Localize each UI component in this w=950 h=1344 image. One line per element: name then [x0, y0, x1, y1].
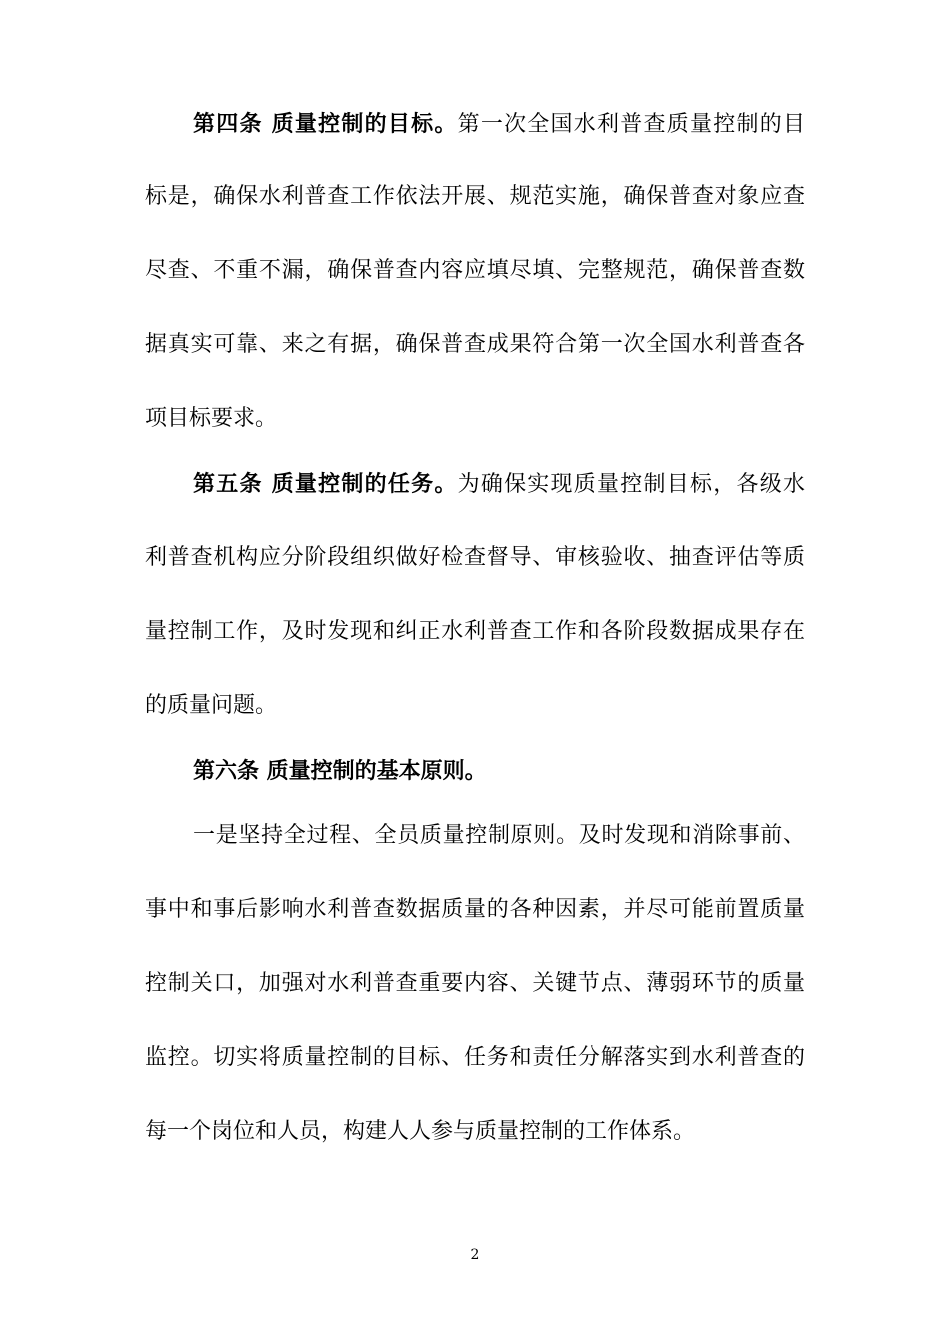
- paragraph-line: 的质量问题。: [145, 693, 278, 718]
- paragraph-line: 据真实可靠、来之有据，确保普查成果符合第一次全国水利普查各: [145, 332, 805, 357]
- paragraph-text: 为确保实现质量控制目标，各级水: [457, 472, 805, 497]
- paragraph-line: 项目标要求。: [145, 406, 278, 431]
- paragraph-line: 事中和事后影响水利普查数据质量的各种因素，并尽可能前置质量: [145, 897, 805, 922]
- article-heading: 第五条 质量控制的任务。: [193, 471, 458, 497]
- paragraph-line: 监控。切实将质量控制的目标、任务和责任分解落实到水利普查的: [145, 1045, 805, 1070]
- article-heading: 第六条 质量控制的基本原则。: [193, 758, 487, 784]
- paragraph-line: 标是，确保水利普查工作依法开展、规范实施，确保普查对象应查: [145, 184, 805, 209]
- article-heading: 第四条 质量控制的目标。: [193, 111, 458, 137]
- paragraph-line: 每一个岗位和人员，构建人人参与质量控制的工作体系。: [145, 1119, 696, 1144]
- page-number: 2: [470, 1247, 480, 1263]
- paragraph-line: 控制关口，加强对水利普查重要内容、关键节点、薄弱环节的质量: [145, 971, 805, 996]
- paragraph-line: 量控制工作，及时发现和纠正水利普查工作和各阶段数据成果存在: [145, 619, 805, 644]
- paragraph-line: [193, 109, 805, 140]
- paragraph-line: [193, 469, 805, 500]
- paragraph-text: 第一次全国水利普查质量控制的目: [457, 112, 805, 137]
- paragraph-line: 尽查、不重不漏，确保普查内容应填尽填、完整规范，确保普查数: [145, 258, 805, 283]
- paragraph-line: 利普查机构应分阶段组织做好检查督导、审核验收、抽查评估等质: [145, 545, 805, 570]
- paragraph-line: 一是坚持全过程、全员质量控制原则。及时发现和消除事前、: [193, 823, 805, 848]
